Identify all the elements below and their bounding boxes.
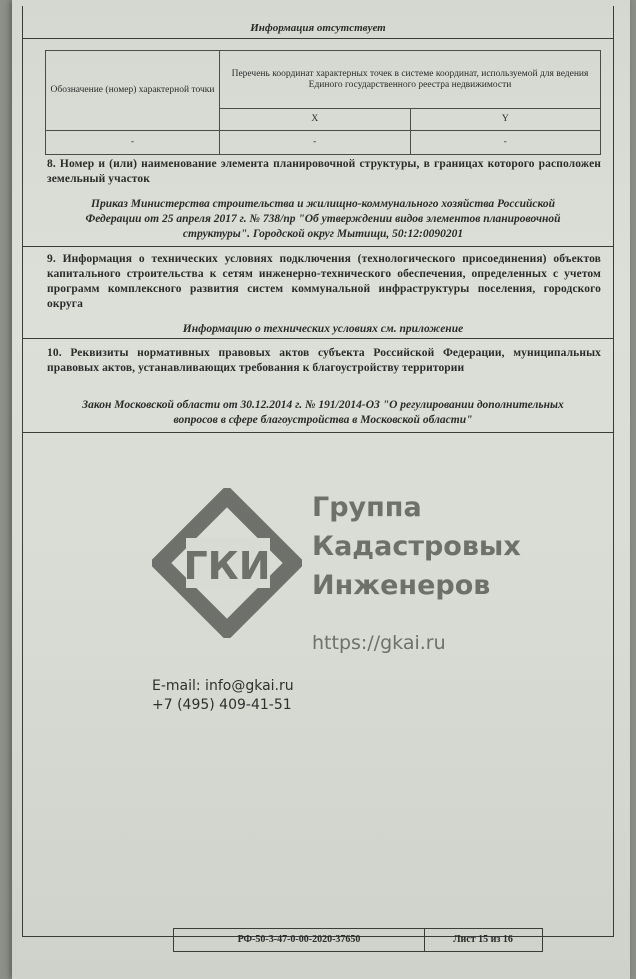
company-name-line: Группа [312,492,422,523]
section-9-value: Информацию о технических условиях см. приложение [182,323,464,335]
sheet-number: Лист 15 из 16 [453,934,513,945]
company-name [312,488,521,605]
company-name-line: Инженеров [312,570,491,601]
website-link[interactable]: https://gkai.ru [312,632,446,654]
logo-text: ГКИ [183,544,271,588]
table-cell: - [220,131,411,155]
section-10-value: Закон Московской области от 30.12.2014 г. № 191/2014-ОЗ "О регулировании дополнительных вопросов в сфере благоустройства в Московской области" [82,399,564,426]
x-column-header: X [220,109,411,131]
section-8-title: 8. Номер и (или) наименование элемента планировочной структуры, в границах которого расположен земельный участок [47,158,601,185]
page-frame [22,6,614,945]
no-information-note: Информация отсутствует [250,22,386,34]
table-cell: - [46,131,220,155]
coordinates-list-header: Перечень координат характерных точек в системе координат, используемой для ведения Единого государственного реестра недвижимости [220,51,601,109]
point-designation-header: Обозначение (номер) характерной точки [46,51,220,131]
divider [23,338,613,339]
y-column-header: Y [410,109,601,131]
phone-text[interactable]: +7 (495) 409-41-51 [152,697,292,713]
section-9-title: 9. Информация о технических условиях подключения (технологического присоединения) объектов капитального строительства к сетям инженерно-технического обеспечения, определенных с учетом программ комплексного развития систем коммунальной инфраструктуры поселения, городского округа [47,253,601,310]
gki-logo-icon [152,488,302,638]
divider [23,246,613,247]
document-number: РФ-50-3-47-0-00-2020-37650 [174,929,425,951]
section-10-title: 10. Реквизиты нормативных правовых актов субъекта Российской Федерации, муниципальных правовых актов, устанавливающих требования к благоустройству территории [47,347,601,374]
email-text[interactable]: E-mail: info@gkai.ru [152,678,294,694]
divider [23,38,613,39]
section-8-value: Приказ Министерства строительства и жилищно-коммунального хозяйства Российской Федерации от 25 апреля 2017 г. № 738/пр "Об утверждении видов элементов планировочной структуры". Городской округ Мытищи, 50:12:0090201 [85,198,561,240]
coordinates-table [45,50,601,155]
document-page [12,0,630,979]
footer-stamp [173,928,543,952]
divider [23,432,613,433]
contact-info [152,677,294,715]
company-name-line: Кадастровых [312,531,521,562]
table-cell: - [410,131,601,155]
